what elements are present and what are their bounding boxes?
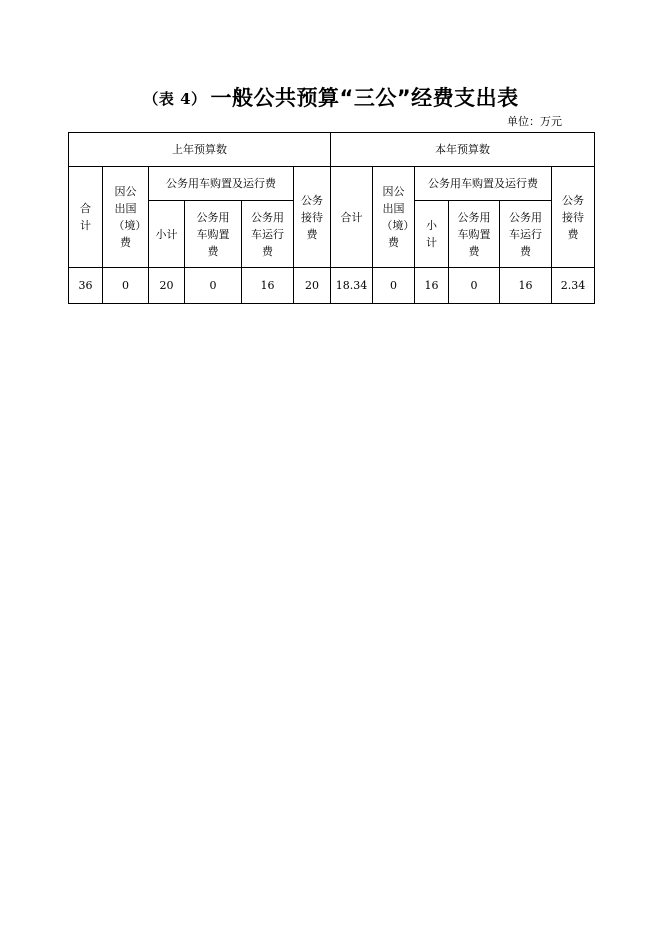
prior-subtotal-value: 20: [149, 268, 185, 304]
current-abroad-value: 0: [373, 268, 415, 304]
header-prior-total: 合计: [69, 167, 103, 268]
prior-reception-value: 20: [294, 268, 331, 304]
current-total-value: 18.34: [331, 268, 373, 304]
page-title: [0, 84, 662, 113]
prior-abroad-value: 0: [103, 268, 149, 304]
header-current-subtotal: 小计: [415, 201, 449, 268]
header-prior-subtotal: 小计: [149, 201, 185, 268]
header-current-total: 合计: [331, 167, 373, 268]
header-prior-vehicle-purchase: 公务用车购置费: [185, 201, 242, 268]
unit-label: 单位：万元: [507, 115, 562, 128]
table-title: 一般公共预算“三公”经费支出表: [210, 86, 519, 110]
header-current-reception: 公务接待费: [552, 167, 595, 268]
current-vehicle-purchase-value: 0: [449, 268, 500, 304]
current-subtotal-value: 16: [415, 268, 449, 304]
header-prior-vehicle-operation: 公务用车运行费: [242, 201, 294, 268]
header-prior-abroad: 因公出国（境）费: [103, 167, 149, 268]
current-reception-value: 2.34: [552, 268, 595, 304]
header-current-vehicle-purchase: 公务用车购置费: [449, 201, 500, 268]
header-current-vehicle-group: 公务用车购置及运行费: [415, 167, 552, 201]
header-current-vehicle-operation: 公务用车运行费: [500, 201, 552, 268]
header-prior-year: 上年预算数: [69, 133, 331, 167]
table-row-values: [69, 268, 595, 304]
header-row-categories: [69, 167, 595, 201]
prior-total-value: 36: [69, 268, 103, 304]
current-vehicle-operation-value: 16: [500, 268, 552, 304]
prior-vehicle-purchase-value: 0: [185, 268, 242, 304]
header-current-abroad: 因公出国（境）费: [373, 167, 415, 268]
header-row-groups: [69, 133, 595, 167]
header-prior-vehicle-group: 公务用车购置及运行费: [149, 167, 294, 201]
header-prior-reception: 公务接待费: [294, 167, 331, 268]
three-public-expenditure-table: [68, 132, 595, 304]
prior-vehicle-operation-value: 16: [242, 268, 294, 304]
table-number: （表 4）: [143, 90, 207, 108]
header-current-year: 本年预算数: [331, 133, 595, 167]
